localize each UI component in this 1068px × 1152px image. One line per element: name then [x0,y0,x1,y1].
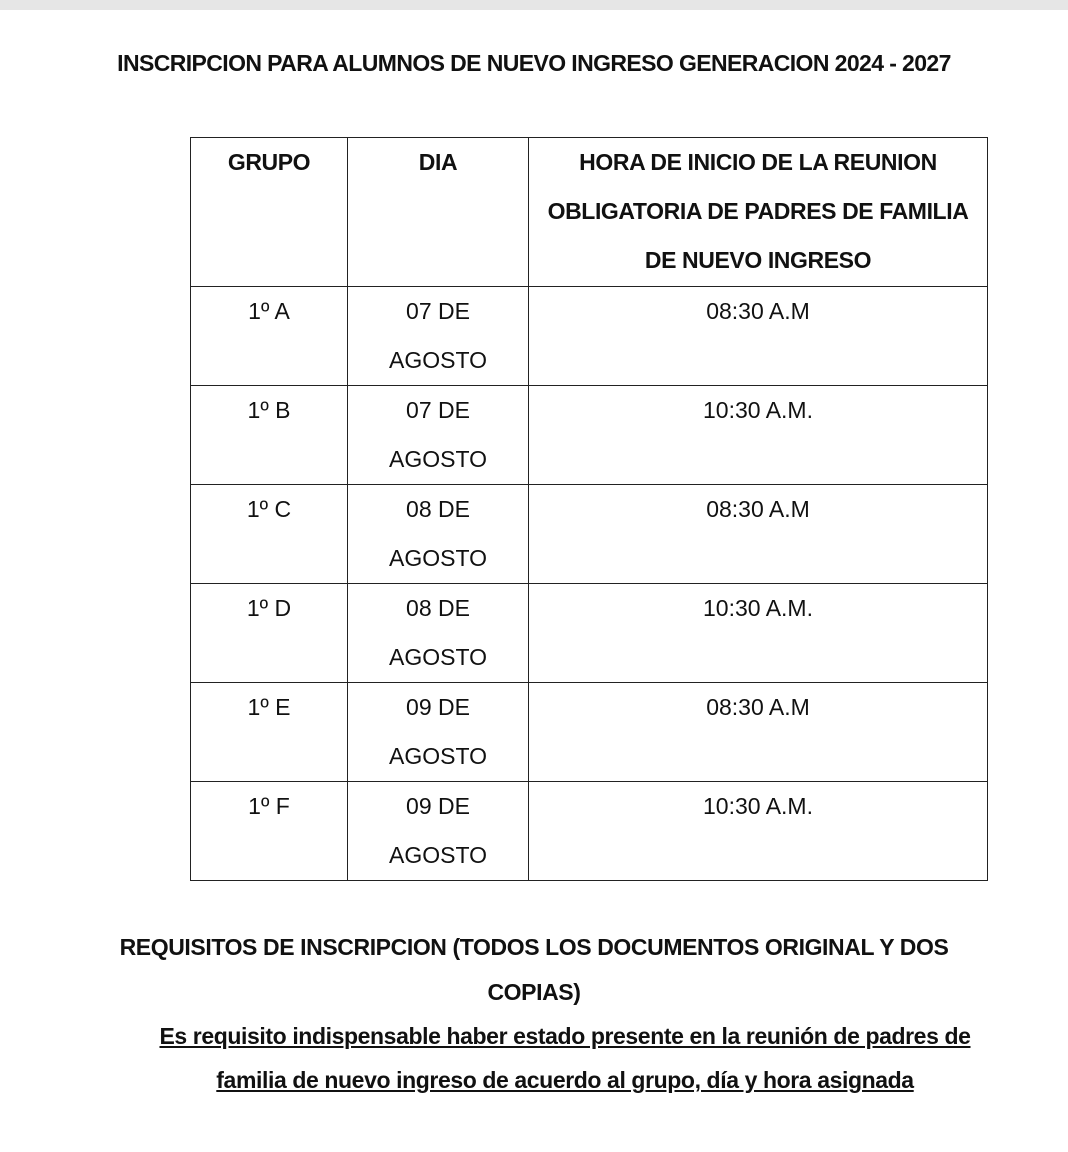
cell-grupo: 1º F [191,782,348,881]
cell-grupo: 1º A [191,287,348,386]
cell-hora: 08:30 A.M [529,683,988,782]
top-bar [0,0,1068,10]
cell-dia: 07 DE AGOSTO [348,386,529,485]
cell-grupo: 1º D [191,584,348,683]
cell-dia: 09 DE AGOSTO [348,683,529,782]
cell-hora: 10:30 A.M. [529,782,988,881]
cell-hora: 08:30 A.M [529,485,988,584]
cell-grupo: 1º C [191,485,348,584]
document-title: INSCRIPCION PARA ALUMNOS DE NUEVO INGRESO GENERACION 2024 - 2027 [117,50,951,76]
table-row [191,782,988,881]
cell-hora: 10:30 A.M. [529,584,988,683]
cell-hora: 10:30 A.M. [529,386,988,485]
header-grupo: GRUPO [191,138,348,287]
table-row [191,386,988,485]
schedule-table [190,137,988,881]
cell-dia: 09 DE AGOSTO [348,782,529,881]
table-row [191,683,988,782]
header-dia: DIA [348,138,529,287]
cell-dia: 07 DE AGOSTO [348,287,529,386]
cell-hora: 08:30 A.M [529,287,988,386]
table-row [191,485,988,584]
cell-grupo: 1º B [191,386,348,485]
cell-dia: 08 DE AGOSTO [348,584,529,683]
table-row [191,287,988,386]
cell-dia: 08 DE AGOSTO [348,485,529,584]
table-row [191,584,988,683]
header-hora: HORA DE INICIO DE LA REUNION OBLIGATORIA DE PADRES DE FAMILIA DE NUEVO INGRESO [529,138,988,287]
table-header-row [191,138,988,287]
requirement-note: Es requisito indispensable haber estado presente en la reunión de padres de familia de nuevo ingreso de acuerdo al grupo, día y hora asignada [159,1023,971,1093]
cell-grupo: 1º E [191,683,348,782]
requirements-heading: REQUISITOS DE INSCRIPCION (TODOS LOS DOCUMENTOS ORIGINAL Y DOS COPIAS) [119,934,949,1005]
